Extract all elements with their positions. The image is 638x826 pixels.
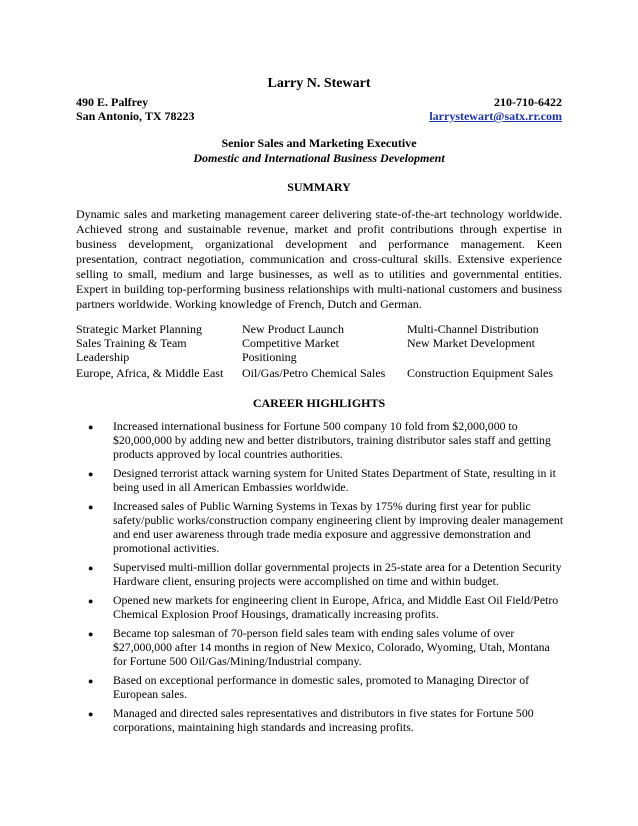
bullet-icon: ● bbox=[88, 596, 94, 606]
resume-name: Larry N. Stewart bbox=[267, 76, 371, 91]
address-line-1: 490 E. Palfrey bbox=[76, 95, 149, 109]
highlight-text: Designed terrorist attack warning system for United States Department of State, resulting in it being used in all American Embassies worldwide. bbox=[113, 466, 556, 494]
bullet-icon: ● bbox=[88, 469, 94, 479]
skill-col2-row3: Positioning bbox=[242, 350, 297, 364]
highlight-text: Increased sales of Public Warning Systems in Texas by 175% during first year for public safety/public works/construction company engineering client by improving dealer management and end user awareness through trade media exposure and aggressive demonstration and promotional activities. bbox=[113, 499, 564, 555]
bullet-icon: ● bbox=[88, 676, 94, 686]
highlight-text: Based on exceptional performance in domestic sales, promoted to Managing Director of European sales. bbox=[113, 673, 530, 701]
skill-col2-row2: Competitive Market bbox=[242, 336, 339, 350]
list-item bbox=[86, 626, 566, 668]
skill-col3-row4: Construction Equipment Sales bbox=[407, 366, 553, 380]
skill-col2-row4: Oil/Gas/Petro Chemical Sales bbox=[242, 366, 386, 380]
bullet-icon: ● bbox=[88, 563, 94, 573]
list-item bbox=[86, 673, 566, 701]
summary-paragraph: Dynamic sales and marketing management career delivering state-of-the-art technology worldwide. Achieved strong and sustainable revenue, market and profit contributions through expertise in business development, organizational development and performance management. Keen presentation, contract negotiation, communication and cross-cultural skills. Extensive experience selling to small, medium and large businesses, as well as to utilities and governmental entities. Expert in building top-performing business relationships with multi-national customers and business partners worldwide. Working knowledge of French, Dutch and German. bbox=[76, 207, 562, 311]
email-link-text[interactable]: larrystewart@satx.rr.com bbox=[429, 109, 562, 123]
list-item bbox=[86, 706, 566, 734]
skill-col1-row1: Strategic Market Planning bbox=[76, 322, 202, 336]
highlight-text: Managed and directed sales representatives and distributors in five states for Fortune 500 corporations, maintaining high standards and increasing profits. bbox=[113, 706, 534, 734]
highlight-text: Opened new markets for engineering client in Europe, Africa, and Middle East Oil Field/Petro Chemical Explosion Proof Housings, dramatically increasing profits. bbox=[113, 593, 559, 621]
job-subtitle: Domestic and International Business Development bbox=[193, 151, 445, 165]
skill-col3-row2: New Market Development bbox=[407, 336, 535, 350]
skill-col1-row2: Sales Training & Team bbox=[76, 336, 187, 350]
skill-col3-row1: Multi-Channel Distribution bbox=[407, 322, 539, 336]
phone-number: 210-710-6422 bbox=[494, 95, 562, 109]
career-highlights-heading: CAREER HIGHLIGHTS bbox=[252, 396, 386, 410]
summary-heading: SUMMARY bbox=[287, 180, 351, 194]
bullet-icon: ● bbox=[88, 629, 94, 639]
address-line-2: San Antonio, TX 78223 bbox=[76, 109, 195, 123]
list-item bbox=[86, 466, 566, 494]
list-item bbox=[86, 560, 566, 588]
career-highlights-list bbox=[86, 419, 566, 739]
skill-col1-row3: Leadership bbox=[76, 350, 130, 364]
email-link[interactable] bbox=[429, 109, 562, 124]
bullet-icon: ● bbox=[88, 502, 94, 512]
list-item bbox=[86, 593, 566, 621]
skill-col1-row4: Europe, Africa, & Middle East bbox=[76, 366, 224, 380]
bullet-icon: ● bbox=[88, 709, 94, 719]
bullet-icon: ● bbox=[88, 422, 94, 432]
job-title: Senior Sales and Marketing Executive bbox=[221, 136, 417, 150]
list-item bbox=[86, 419, 566, 461]
highlight-text: Increased international business for Fortune 500 company 10 fold from $2,000,000 to $20,000,000 by adding new and better distributors, training distributor sales staff and getting products approved by local countries authorities. bbox=[113, 419, 551, 461]
skill-col2-row1: New Product Launch bbox=[242, 322, 344, 336]
highlight-text: Supervised multi-million dollar governmental projects in 25-state area for a Detention Security Hardware client, ensuring projects were accomplished on time and within budget. bbox=[113, 560, 562, 588]
highlight-text: Became top salesman of 70-person field sales team with ending sales volume of over $27,000,000 after 14 months in region of New Mexico, Colorado, Wyoming, Utah, Montana for Fortune 500 Oil/Gas/Mining/Industrial company. bbox=[113, 626, 550, 668]
list-item bbox=[86, 499, 566, 555]
